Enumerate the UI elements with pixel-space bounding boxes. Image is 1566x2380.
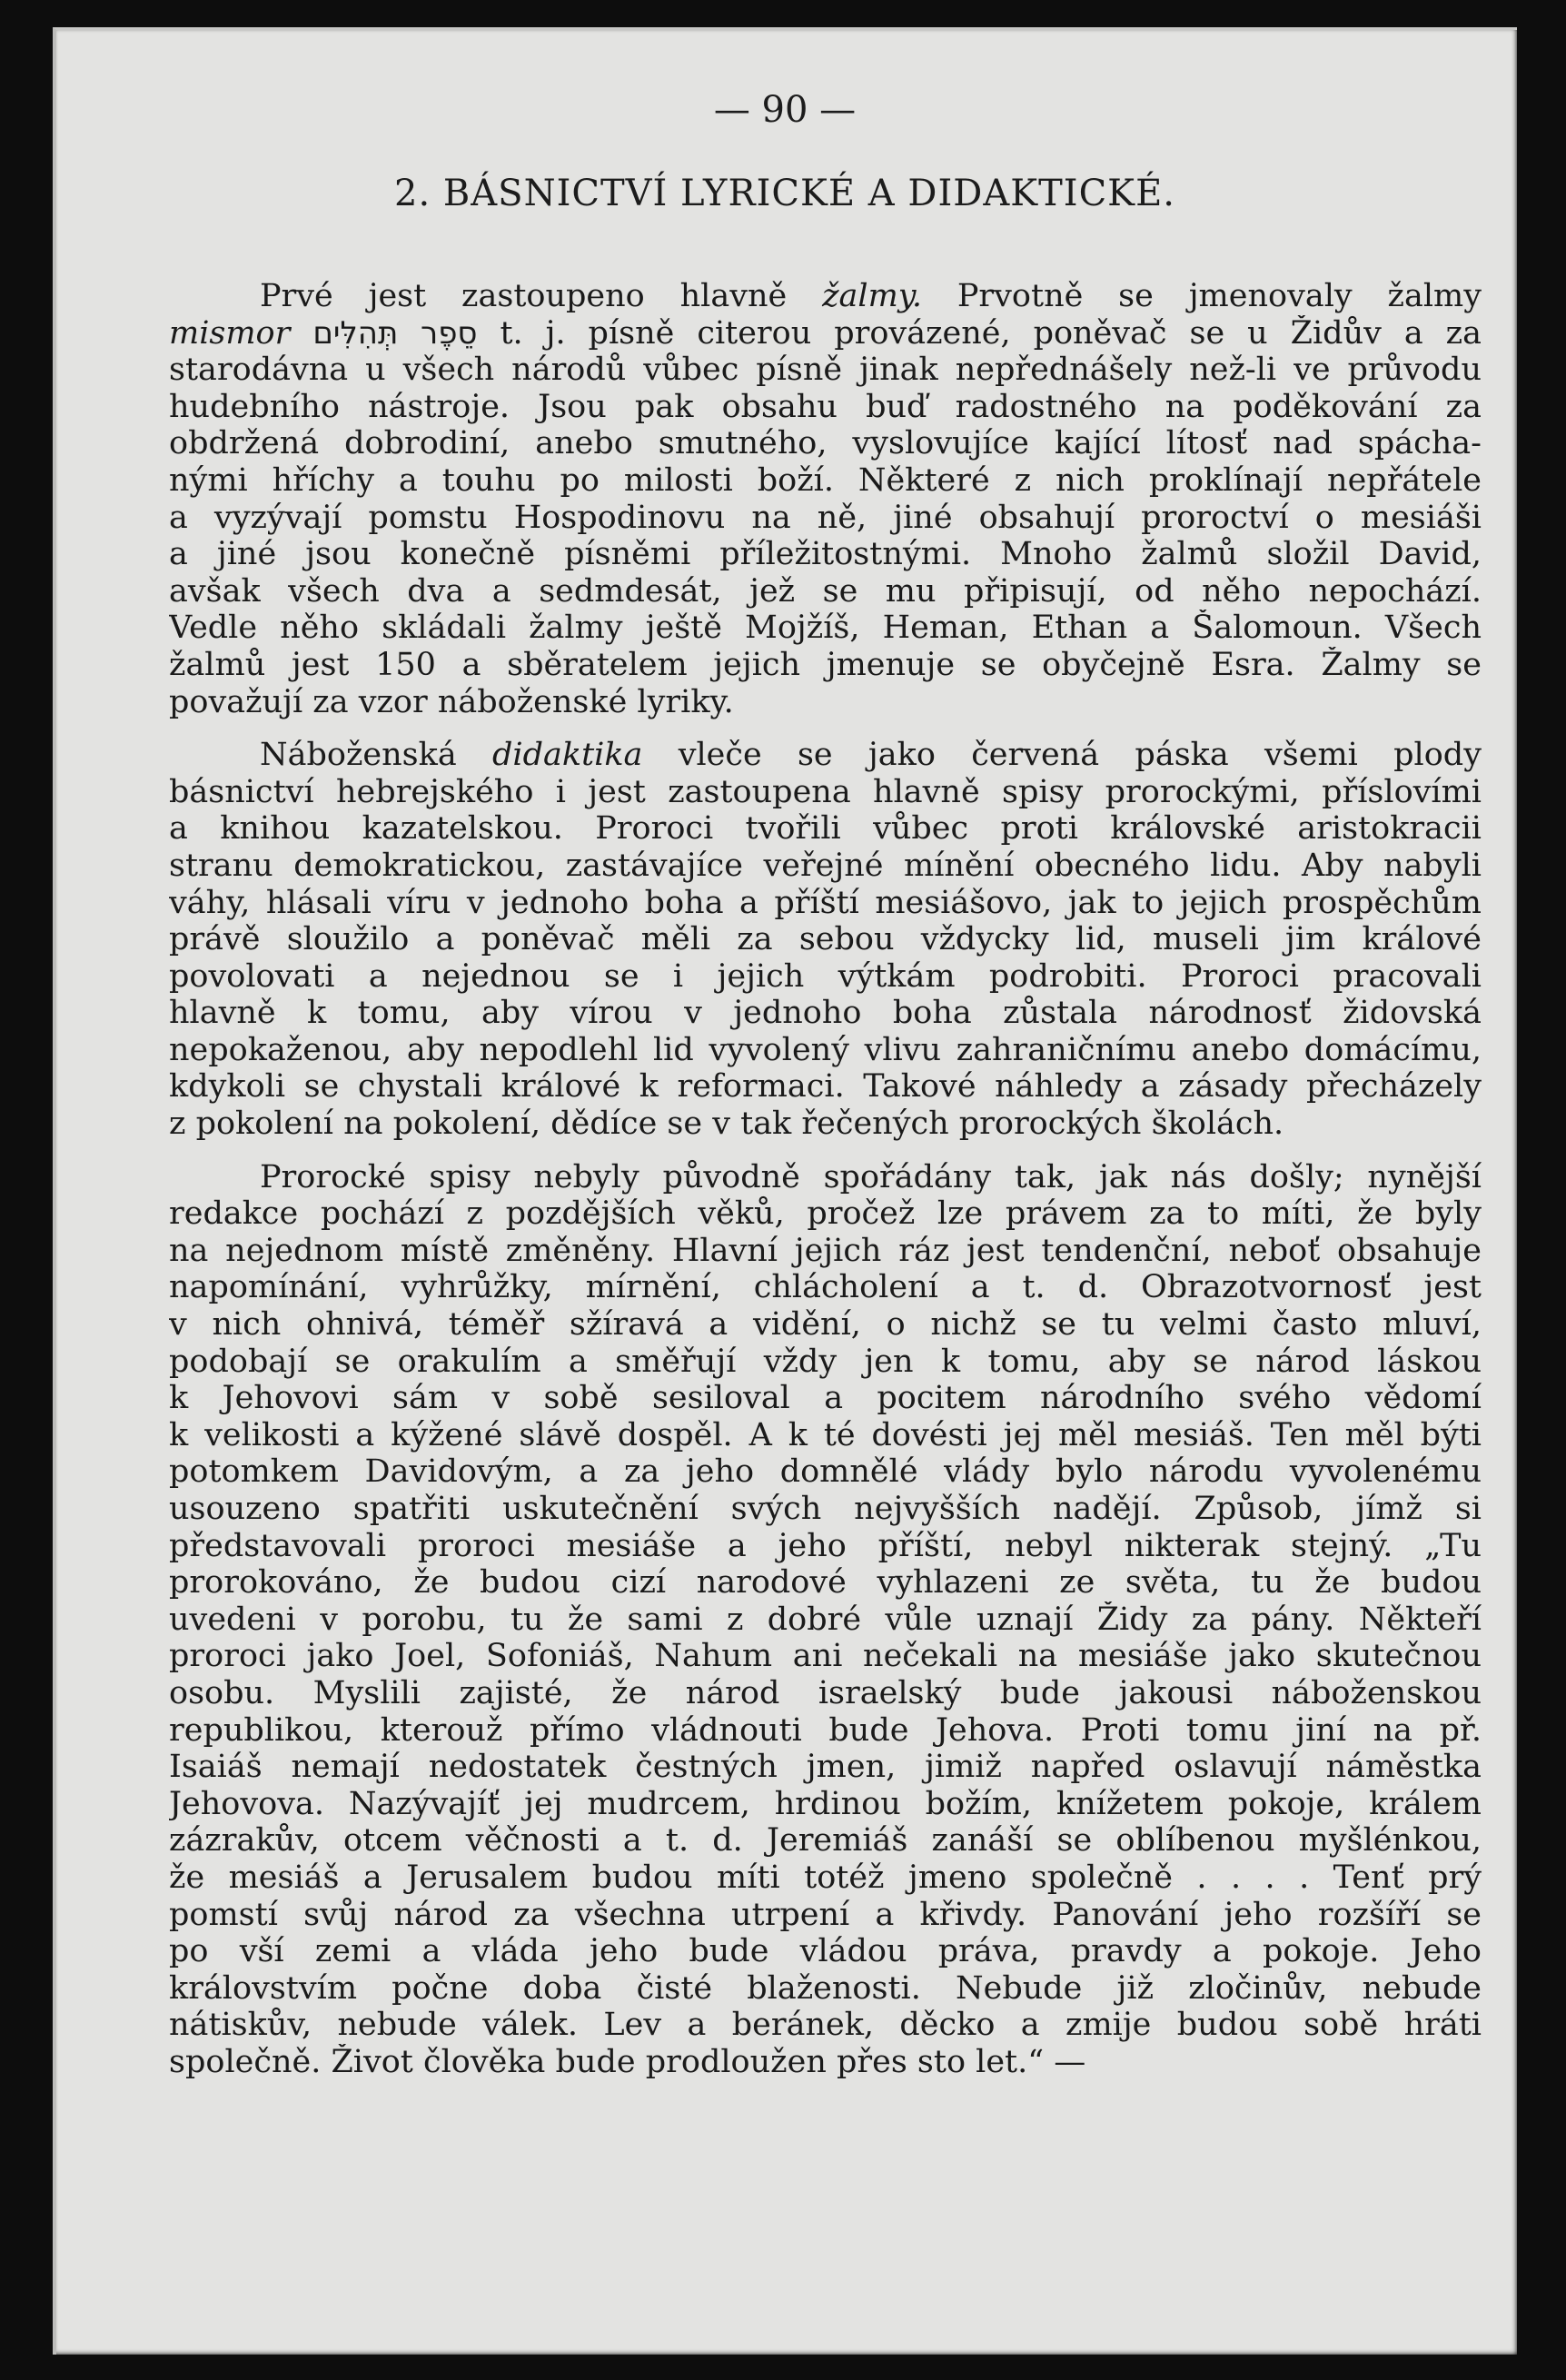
text-line [169, 810, 1482, 848]
italic-term: žalmy. [822, 278, 923, 314]
text-line [169, 1344, 1482, 1381]
text-run: hlavně k tomu, aby vírou v jednoho boha zůstala národnosť židovská [169, 995, 1482, 1032]
text-line [169, 737, 1482, 774]
text-line [169, 1417, 1482, 1454]
text-run: v nich ohnivá, téměř sžíravá a vidění, o nichž se tu velmi často mluví, [169, 1306, 1482, 1344]
text-run: pomstí svůj národ za všechna utrpení a křivdy. Panování jeho rozšíří se [169, 1896, 1482, 1933]
text-line [169, 500, 1482, 537]
text-line [169, 1749, 1482, 1786]
text-run: představovali proroci mesiáše a jeho příští, nebyl nikterak stejný. „Tu [169, 1527, 1482, 1564]
body-text [169, 278, 1482, 2088]
text-line [169, 2007, 1482, 2044]
text-run: obdržená dobrodiní, anebo smutného, vyslovujíce kající lítosť nad spácha- [169, 425, 1482, 462]
text-run: královstvím počne doba čisté blaženosti. Nebude již zločinův, nebude [169, 1969, 1482, 2007]
paragraph [169, 737, 1482, 1143]
text-line [169, 1528, 1482, 1565]
text-line [169, 1933, 1482, 1970]
text-line [169, 1859, 1482, 1897]
text-line [169, 610, 1482, 647]
text-line [169, 1897, 1482, 1934]
text-line [169, 848, 1482, 885]
text-line [169, 1380, 1482, 1417]
text-line [169, 1159, 1482, 1196]
text-run: osobu. Myslili zajisté, že národ israelský bude jakousi náboženskou [169, 1674, 1482, 1711]
text-line [169, 425, 1482, 462]
text-run: prorokováno, že budou cizí narodové vyhlazeni ze světa, tu že budou [169, 1564, 1482, 1602]
text-run: Vedle něho skládali žalmy ještě Mojžíš, Heman, Ethan a Šalomoun. Všech [169, 610, 1482, 647]
text-run: Prvotně se jmenovaly žalmy [922, 278, 1482, 314]
text-run: považují za vzor náboženské lyriky. [169, 683, 734, 720]
text-line [169, 1068, 1482, 1106]
text-line [169, 278, 1482, 315]
text-line [169, 2044, 1482, 2081]
text-line [169, 958, 1482, 996]
italic-term: didaktika [491, 737, 643, 774]
text-run: a vyzývají pomstu Hospodinovu na ně, jiné obsahují proroctví o mesiáši [169, 499, 1482, 536]
text-run: nepokaženou, aby nepodlehl lid vyvolený vlivu zahraničnímu anebo domácímu, [169, 1031, 1482, 1068]
text-line [169, 684, 1482, 721]
text-run: povolovati a nejednou se i jejich výtkám podrobiti. Proroci pracovali [169, 957, 1482, 995]
text-run: Isaiáš nemají nedostatek čestných jmen, jimiž napřed oslavují náměstka [169, 1749, 1482, 1786]
text-line [169, 1675, 1482, 1712]
text-line [169, 774, 1482, 811]
text-line [169, 1564, 1482, 1602]
italic-term: mismor [169, 314, 291, 352]
text-run: nátiskův, nebude válek. Lev a beránek, děcko a zmije budou sobě hráti [169, 2007, 1482, 2044]
text-line [169, 921, 1482, 958]
text-run: uvedeni v porobu, tu že sami z dobré vůle uznají Židy za pány. Někteří [169, 1601, 1482, 1638]
text-run: básnictví hebrejského i jest zastoupena hlavně spisy prorockými, příslovími [169, 773, 1482, 810]
text-line [169, 1306, 1482, 1344]
text-run: právě sloužilo a poněvač měli za sebou vždycky lid, museli jim králové [169, 921, 1482, 958]
text-run: Náboženská [260, 737, 492, 774]
text-run: potomkem Davidovým, a za jeho domnělé vlády bylo národu vyvolenému [169, 1453, 1482, 1491]
hebrew-title: סֵפֶר תְּהִלִּים [312, 314, 478, 352]
text-run: k velikosti a kýžené slávě dospěl. A k té dovésti jej měl mesiáš. Ten měl býti [169, 1416, 1482, 1453]
text-line [169, 885, 1482, 922]
text-run: zázrakův, otcem věčnosti a t. d. Jeremiáš zanáší se oblíbenou myšlénkou, [169, 1822, 1482, 1859]
text-run: republikou, kterouž přímo vládnouti bude Jehova. Proti tomu jiní na př. [169, 1711, 1482, 1749]
text-run: usouzeno spatřiti uskutečnění svých nejvyšších nadějí. Způsob, jímž si [169, 1491, 1482, 1527]
text-line [169, 1269, 1482, 1306]
text-line [169, 1786, 1482, 1823]
text-run: nými hříchy a touhu po milosti boží. Některé z nich proklínají nepřátele [169, 461, 1482, 499]
text-run: vleče se jako červená páska všemi plody [642, 737, 1482, 774]
text-run: hudebního nástroje. Jsou pak obsahu buď radostného na poděkování za [169, 388, 1482, 425]
section-heading: 2. BÁSNICTVÍ LYRICKÉ A DIDAKTICKÉ. [394, 173, 1175, 214]
text-line [169, 389, 1482, 426]
text-run: redakce pochází z pozdějších věků, pročež lze právem za to míti, že byly [169, 1195, 1482, 1233]
page-number: — 90 — [713, 89, 857, 131]
text-run: t. j. písně citerou provázené, poněvač se u Židův a za [477, 314, 1482, 352]
text-line [169, 995, 1482, 1032]
text-line [169, 647, 1482, 684]
text-run: kdykoli se chystali králové k reformaci. Takové náhledy a zásady přecházely [169, 1068, 1482, 1106]
text-line [169, 1602, 1482, 1639]
text-line [169, 1106, 1482, 1143]
text-line [169, 1233, 1482, 1270]
text-line [169, 1491, 1482, 1528]
text-run: že mesiáš a Jerusalem budou míti totéž jmeno společně . . . . Tenť prý [169, 1859, 1482, 1896]
text-line [169, 573, 1482, 610]
text-run: společně. Život člověka bude prodloužen přes sto let.“ — [169, 2043, 1086, 2080]
text-line [169, 462, 1482, 500]
text-run: a knihou kazatelskou. Proroci tvořili vůbec proti královské aristokracii [169, 810, 1482, 848]
text-line [169, 1195, 1482, 1233]
text-line [169, 1712, 1482, 1750]
text-run: Prorocké spisy nebyly původně spořádány tak, jak nás došly; nynější [260, 1158, 1482, 1195]
text-line [169, 536, 1482, 573]
text-run: váhy, hlásali víru v jednoho boha a příští mesiášovo, jak to jejich prospěchům [169, 884, 1482, 921]
text-run: z pokolení na pokolení, dědíce se v tak řečených prorockých školách. [169, 1106, 1284, 1143]
paragraph [169, 278, 1482, 720]
text-run: proroci jako Joel, Sofoniáš, Nahum ani nečekali na mesiáše jako skutečnou [169, 1638, 1482, 1675]
text-run: avšak všech dva a sedmdesát, jež se mu připisují, od něho nepochází. [169, 572, 1482, 610]
text-run: Prvé jest zastoupeno hlavně [260, 278, 823, 314]
text-line [169, 1970, 1482, 2008]
text-run: žalmů jest 150 a sběratelem jejich jmenuje se obyčejně Esra. Žalmy se [169, 646, 1482, 683]
paragraph [169, 1159, 1482, 2081]
text-run: starodávna u všech národů vůbec písně jinak nepřednášely než-li ve průvodu [169, 352, 1482, 389]
book-page [53, 27, 1517, 2355]
text-run: na nejednom místě změněny. Hlavní jejich ráz jest tendenční, neboť obsahuje [169, 1232, 1482, 1269]
text-line [169, 1453, 1482, 1491]
text-run: napomínání, vyhrůžky, mírnění, chlácholení a t. d. Obrazotvornosť jest [169, 1269, 1482, 1306]
text-line [169, 1032, 1482, 1069]
text-line [169, 315, 1482, 352]
text-line [169, 352, 1482, 389]
text-run: a jiné jsou konečně písněmi příležitostnými. Mnoho žalmů složil David, [169, 536, 1482, 573]
text-run: po vší zemi a vláda jeho bude vládou práva, pravdy a pokoje. Jeho [169, 1933, 1482, 1970]
text-run: k Jehovovi sám v sobě sesiloval a pocitem národního svého vědomí [169, 1380, 1482, 1417]
text-line [169, 1822, 1482, 1859]
text-run: stranu demokratickou, zastávajíce veřejné mínění obecného lidu. Aby nabyli [169, 847, 1482, 884]
text-line [169, 1638, 1482, 1675]
text-run: Jehovova. Nazývajíť jej mudrcem, hrdinou božím, knížetem pokoje, králem [169, 1785, 1482, 1822]
text-run: podobají se orakulím a směřují vždy jen k tomu, aby se národ láskou [169, 1343, 1482, 1380]
